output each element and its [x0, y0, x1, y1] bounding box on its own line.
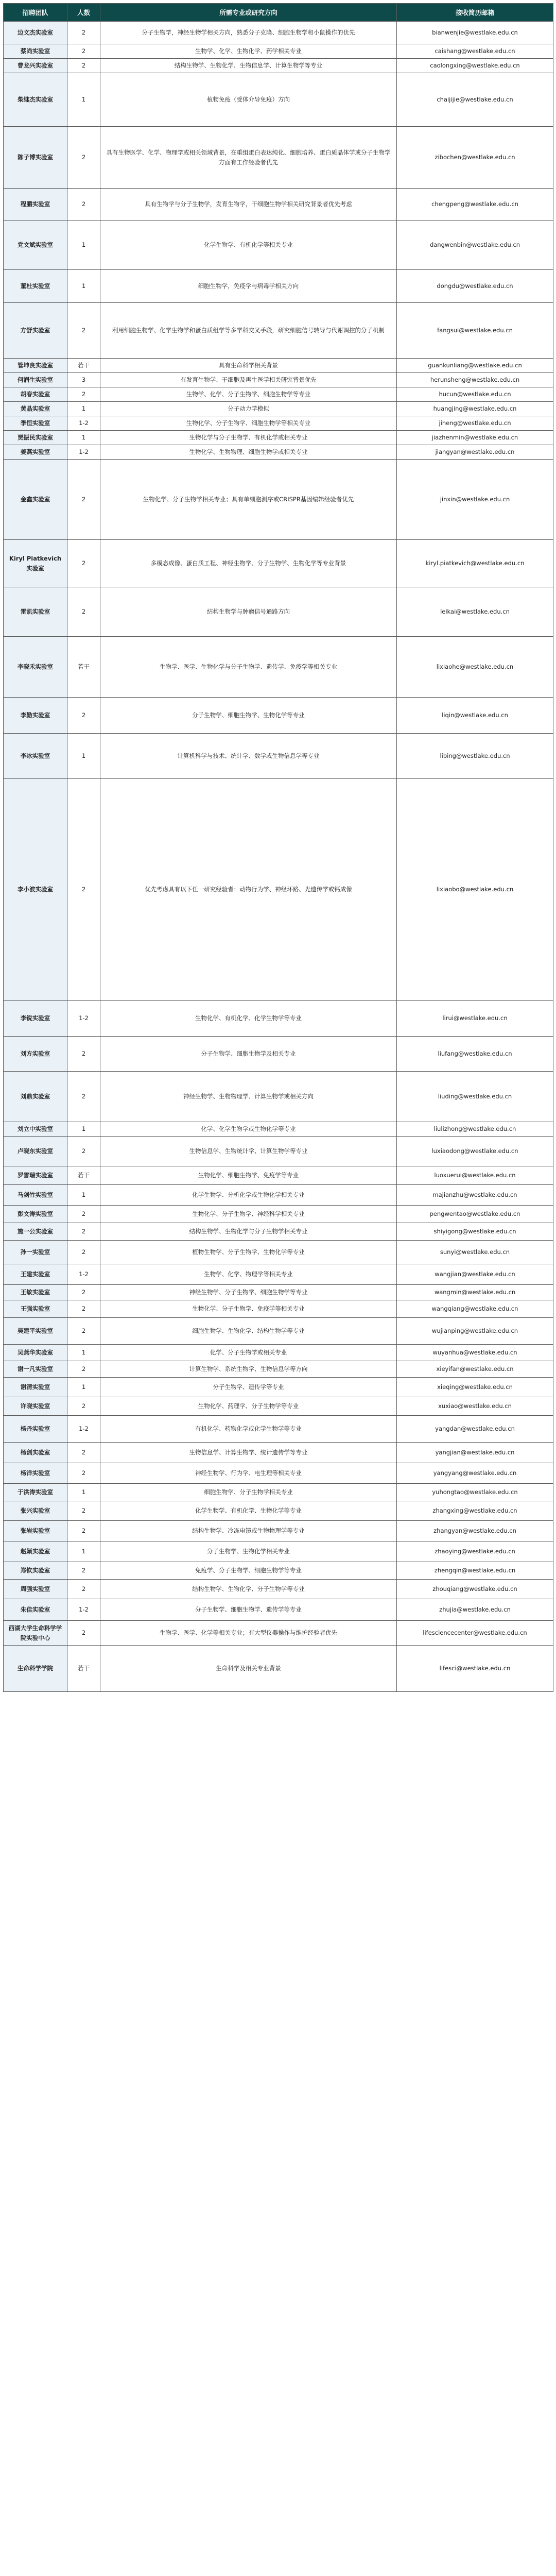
requirement-text: 植物生物学、分子生物学、生物化学等专业 [100, 1241, 397, 1264]
headcount: 1-2 [67, 1264, 100, 1285]
headcount: 1-2 [67, 1416, 100, 1443]
table-row [4, 1001, 553, 1037]
headcount: 若干 [67, 359, 100, 373]
email-address[interactable]: yangyang@westlake.edu.cn [397, 1463, 553, 1484]
table-row [4, 402, 553, 416]
headcount: 2 [67, 303, 100, 359]
headcount: 2 [67, 1501, 100, 1521]
email-address[interactable]: xieyifan@westlake.edu.cn [397, 1361, 553, 1378]
table-row [4, 698, 553, 734]
requirement-text: 分子生物学、细胞生物学、遗传学等专业 [100, 1599, 397, 1621]
requirement-text: 分子生物学、生物化学相关专业 [100, 1541, 397, 1562]
lab-name: Kiryl Piatkevich实验室 [4, 540, 67, 587]
requirement-text: 分子生物学，神经生物学相关方向，熟悉分子克隆、细胞生物学和小鼠操作的优先 [100, 22, 397, 44]
table-row [4, 1562, 553, 1580]
table-row [4, 73, 553, 127]
requirement-text: 生物化学、分子生物学、细胞生物学等相关专业 [100, 416, 397, 431]
requirement-text: 生物化学、生物物理、细胞生物学或相关专业 [100, 445, 397, 460]
headcount: 2 [67, 1521, 100, 1541]
email-address[interactable]: caolongxing@westlake.edu.cn [397, 59, 553, 73]
headcount: 若干 [67, 1166, 100, 1185]
headcount: 2 [67, 59, 100, 73]
headcount: 2 [67, 540, 100, 587]
email-address[interactable]: lifesci@westlake.edu.cn [397, 1646, 553, 1692]
table-row [4, 1072, 553, 1122]
lab-name: 金鑫实验室 [4, 460, 67, 540]
email-address[interactable]: dongdu@westlake.edu.cn [397, 270, 553, 303]
requirement-text: 结构生物学、生物化学与分子生物学相关专业 [100, 1223, 397, 1241]
table-row [4, 1484, 553, 1501]
lab-name: 李晓禾实验室 [4, 637, 67, 698]
lab-name: 卢晓东实验室 [4, 1137, 67, 1166]
requirement-text: 生物学、化学、生物化学、药学相关专业 [100, 44, 397, 59]
requirement-text: 生物学、医学、化学等相关专业；有大型仪器操作与维护经验者优先 [100, 1621, 397, 1646]
requirement-text: 化学生物学、有机化学等相关专业 [100, 221, 397, 270]
email-address[interactable]: chengpeng@westlake.edu.cn [397, 189, 553, 221]
table-row [4, 1241, 553, 1264]
table-row [4, 1264, 553, 1285]
email-address[interactable]: liuding@westlake.edu.cn [397, 1072, 553, 1122]
headcount: 1-2 [67, 416, 100, 431]
headcount: 1 [67, 734, 100, 779]
email-address[interactable]: pengwentao@westlake.edu.cn [397, 1206, 553, 1223]
email-address[interactable]: yuhongtao@westlake.edu.cn [397, 1484, 553, 1501]
email-address[interactable]: luoxuerui@westlake.edu.cn [397, 1166, 553, 1185]
email-address[interactable]: dangwenbin@westlake.edu.cn [397, 221, 553, 270]
header-email: 接收简历邮箱 [397, 4, 553, 22]
headcount: 2 [67, 1397, 100, 1416]
headcount: 2 [67, 1037, 100, 1072]
headcount: 2 [67, 22, 100, 44]
lab-name: 党文斌实验室 [4, 221, 67, 270]
requirement-text: 生物化学、药理学、分子生物学等专业 [100, 1397, 397, 1416]
email-address[interactable]: libing@westlake.edu.cn [397, 734, 553, 779]
headcount: 1 [67, 1484, 100, 1501]
requirement-text: 具有生物学与分子生物学，发育生物学，干细胞生物学相关研究背景者优先考虑 [100, 189, 397, 221]
table-row [4, 1443, 553, 1463]
headcount: 1 [67, 1541, 100, 1562]
lab-name: 许晓实验室 [4, 1397, 67, 1416]
table-row [4, 1285, 553, 1300]
email-address[interactable]: caishang@westlake.edu.cn [397, 44, 553, 59]
requirement-text: 生物学、医学、生物化学与分子生物学、遗传学、免疫学等相关专业 [100, 637, 397, 698]
email-address[interactable]: jiangyan@westlake.edu.cn [397, 445, 553, 460]
headcount: 2 [67, 1206, 100, 1223]
lab-name: 刘鼎实验室 [4, 1072, 67, 1122]
requirement-text: 利用细胞生物学、化学生物学和蛋白质组学等多学科交叉手段，研究细胞信号转导与代谢调控的分子机制 [100, 303, 397, 359]
table-row [4, 1223, 553, 1241]
email-address[interactable]: liufang@westlake.edu.cn [397, 1037, 553, 1072]
headcount: 2 [67, 1621, 100, 1646]
lab-name: 张兴实验室 [4, 1501, 67, 1521]
email-address[interactable]: chaijijie@westlake.edu.cn [397, 73, 553, 127]
headcount: 1-2 [67, 445, 100, 460]
lab-name: 管坤良实验室 [4, 359, 67, 373]
email-address[interactable]: wuyanhua@westlake.edu.cn [397, 1345, 553, 1361]
requirement-text: 结构生物学、冷冻电镜或生物物理学等专业 [100, 1521, 397, 1541]
lab-name: 贾振民实验室 [4, 431, 67, 445]
table-row [4, 1137, 553, 1166]
lab-name: 于洪涛实验室 [4, 1484, 67, 1501]
requirement-text: 生物化学与分子生物学、有机化学或相关专业 [100, 431, 397, 445]
table-row [4, 734, 553, 779]
requirement-text: 结构生物学、生物化学、生物信息学、计算生物学等专业 [100, 59, 397, 73]
requirement-text: 生物化学、有机化学、化学生物学等专业 [100, 1001, 397, 1037]
email-address[interactable]: guankunliang@westlake.edu.cn [397, 359, 553, 373]
lab-name: 谢清实验室 [4, 1378, 67, 1397]
table-row [4, 44, 553, 59]
requirement-text: 神经生物学、生物物理学、计算生物学或相关方向 [100, 1072, 397, 1122]
email-address[interactable]: yangdan@westlake.edu.cn [397, 1416, 553, 1443]
lab-name: 胡春实验室 [4, 387, 67, 402]
requirement-text: 计算生物学、系统生物学、生物信息学等方向 [100, 1361, 397, 1378]
headcount: 2 [67, 779, 100, 1001]
lab-name: 陈子博实验室 [4, 127, 67, 189]
headcount: 1 [67, 1345, 100, 1361]
table-row [4, 540, 553, 587]
header-row [4, 4, 553, 22]
headcount: 2 [67, 1318, 100, 1345]
headcount: 2 [67, 1137, 100, 1166]
lab-name: 方舒实验室 [4, 303, 67, 359]
lab-name: 季恒实验室 [4, 416, 67, 431]
lab-name: 罗雪瑞实验室 [4, 1166, 67, 1185]
lab-name: 马剑竹实验室 [4, 1185, 67, 1206]
table-row [4, 1318, 553, 1345]
table-row [4, 387, 553, 402]
lab-name: 彭文涛实验室 [4, 1206, 67, 1223]
lab-name: 吴燕华实验室 [4, 1345, 67, 1361]
table-row [4, 1521, 553, 1541]
email-address[interactable]: xieqing@westlake.edu.cn [397, 1378, 553, 1397]
email-address[interactable]: bianwenjie@westlake.edu.cn [397, 22, 553, 44]
table-row [4, 189, 553, 221]
requirement-text: 化学生物学、有机化学、生物化学等专业 [100, 1501, 397, 1521]
table-row [4, 1463, 553, 1484]
table-row [4, 1397, 553, 1416]
lab-name: 谢一凡实验室 [4, 1361, 67, 1378]
table-row [4, 127, 553, 189]
headcount: 若干 [67, 1646, 100, 1692]
email-address[interactable]: majianzhu@westlake.edu.cn [397, 1185, 553, 1206]
email-address[interactable]: jiazhenmin@westlake.edu.cn [397, 431, 553, 445]
requirement-text: 生物学、化学、物理学等相关专业 [100, 1264, 397, 1285]
recruitment-table [3, 3, 553, 1692]
headcount: 1 [67, 402, 100, 416]
lab-name: 王建实验室 [4, 1264, 67, 1285]
requirement-text: 细胞生物学、分子生物学相关专业 [100, 1484, 397, 1501]
email-address[interactable]: wangjian@westlake.edu.cn [397, 1264, 553, 1285]
requirement-text: 免疫学、分子生物学、细胞生物学等专业 [100, 1562, 397, 1580]
lab-name: 赵颖实验室 [4, 1541, 67, 1562]
email-address[interactable]: lifesciencecenter@westlake.edu.cn [397, 1621, 553, 1646]
requirement-text: 生物化学、分子生物学、免疫学等相关专业 [100, 1300, 397, 1318]
table-row [4, 1185, 553, 1206]
table-row [4, 1501, 553, 1521]
lab-name: 杨丹实验室 [4, 1416, 67, 1443]
requirement-text: 优先考虑具有以下任一研究经验者：动物行为学、神经环路、光遗传学或钙成像 [100, 779, 397, 1001]
requirement-text: 分子生物学、细胞生物学及相关专业 [100, 1037, 397, 1072]
table-row [4, 587, 553, 637]
email-address[interactable]: shiyigong@westlake.edu.cn [397, 1223, 553, 1241]
headcount: 2 [67, 1241, 100, 1264]
headcount: 2 [67, 1361, 100, 1378]
requirement-text: 化学生物学、分析化学或生物化学相关专业 [100, 1185, 397, 1206]
headcount: 1 [67, 221, 100, 270]
requirement-text: 结构生物学与肿瘤信号通路方向 [100, 587, 397, 637]
lab-name: 杨剑实验室 [4, 1443, 67, 1463]
headcount: 1 [67, 431, 100, 445]
requirement-text: 有机化学、药物化学或化学生物学等专业 [100, 1416, 397, 1443]
lab-name: 王敏实验室 [4, 1285, 67, 1300]
headcount: 若干 [67, 637, 100, 698]
lab-name: 李锐实验室 [4, 1001, 67, 1037]
headcount: 2 [67, 1443, 100, 1463]
lab-name: 程鹏实验室 [4, 189, 67, 221]
lab-name: 边文杰实验室 [4, 22, 67, 44]
requirement-text: 分子动力学模拟 [100, 402, 397, 416]
headcount: 2 [67, 189, 100, 221]
requirement-text: 化学、化学生物学或生物化学等专业 [100, 1122, 397, 1137]
requirement-text: 生物信息学、生物统计学、计算生物学等专业 [100, 1137, 397, 1166]
email-address[interactable]: zibochen@westlake.edu.cn [397, 127, 553, 189]
table-row [4, 59, 553, 73]
requirement-text: 细胞生物学、生物化学、结构生物学等专业 [100, 1318, 397, 1345]
requirement-text: 化学、分子生物学或相关专业 [100, 1345, 397, 1361]
table-row [4, 1166, 553, 1185]
email-address[interactable]: jiheng@westlake.edu.cn [397, 416, 553, 431]
table-row [4, 431, 553, 445]
table-row [4, 1580, 553, 1599]
lab-name: 吴建平实验室 [4, 1318, 67, 1345]
lab-name: 生命科学学院 [4, 1646, 67, 1692]
email-address[interactable]: leikai@westlake.edu.cn [397, 587, 553, 637]
lab-name: 李小波实验室 [4, 779, 67, 1001]
requirement-text: 神经生物学、分子生物学、细胞生物学等专业 [100, 1285, 397, 1300]
email-address[interactable]: sunyi@westlake.edu.cn [397, 1241, 553, 1264]
table-row [4, 1378, 553, 1397]
email-address[interactable]: wujianping@westlake.edu.cn [397, 1318, 553, 1345]
requirement-text: 生物化学、分子生物学相关专业；具有单细胞测序或CRISPR基因编辑经验者优先 [100, 460, 397, 540]
headcount: 2 [67, 1300, 100, 1318]
requirement-text: 计算机科学与技术、统计学、数学或生物信息学等专业 [100, 734, 397, 779]
lab-name: 杨洋实验室 [4, 1463, 67, 1484]
email-address[interactable]: luxiaodong@westlake.edu.cn [397, 1137, 553, 1166]
email-address[interactable]: kiryl.piatkevich@westlake.edu.cn [397, 540, 553, 587]
headcount: 2 [67, 587, 100, 637]
table-row [4, 1122, 553, 1137]
lab-name: 刘立中实验室 [4, 1122, 67, 1137]
header-count: 人数 [67, 4, 100, 22]
lab-name: 李勤实验室 [4, 698, 67, 734]
requirement-text: 结构生物学、生物化学、分子生物学等专业 [100, 1580, 397, 1599]
headcount: 1 [67, 1185, 100, 1206]
requirement-text: 生物信息学、计算生物学、统计遗传学等专业 [100, 1443, 397, 1463]
email-address[interactable]: lixiaohe@westlake.edu.cn [397, 637, 553, 698]
table-row [4, 1037, 553, 1072]
table-row [4, 637, 553, 698]
headcount: 1 [67, 1122, 100, 1137]
lab-name: 郑钦实验室 [4, 1562, 67, 1580]
email-address[interactable]: jinxin@westlake.edu.cn [397, 460, 553, 540]
table-row [4, 221, 553, 270]
headcount: 3 [67, 373, 100, 387]
table-row [4, 445, 553, 460]
headcount: 2 [67, 1463, 100, 1484]
table-row [4, 1361, 553, 1378]
email-address[interactable]: lixiaobo@westlake.edu.cn [397, 779, 553, 1001]
email-address[interactable]: herunsheng@westlake.edu.cn [397, 373, 553, 387]
email-address[interactable]: zhaoying@westlake.edu.cn [397, 1541, 553, 1562]
lab-name: 施一公实验室 [4, 1223, 67, 1241]
lab-name: 刘方实验室 [4, 1037, 67, 1072]
table-body [4, 22, 553, 1692]
table-row [4, 779, 553, 1001]
headcount: 2 [67, 1072, 100, 1122]
table-row [4, 270, 553, 303]
table-row [4, 1345, 553, 1361]
headcount: 2 [67, 44, 100, 59]
lab-name: 张岩实验室 [4, 1521, 67, 1541]
email-address[interactable]: yangjian@westlake.edu.cn [397, 1443, 553, 1463]
requirement-text: 细胞生物学，免疫学与病毒学相关方向 [100, 270, 397, 303]
requirement-text: 生物化学、分子生物学、神经科学相关专业 [100, 1206, 397, 1223]
email-address[interactable]: zhangyan@westlake.edu.cn [397, 1521, 553, 1541]
lab-name: 孙一实验室 [4, 1241, 67, 1264]
lab-name: 黄晶实验室 [4, 402, 67, 416]
headcount: 2 [67, 1580, 100, 1599]
requirement-text: 分子生物学、遗传学等专业 [100, 1378, 397, 1397]
requirement-text: 多模态成像、蛋白质工程、神经生物学、分子生物学、生物化学等专业背景 [100, 540, 397, 587]
headcount: 1-2 [67, 1001, 100, 1037]
table-row [4, 1646, 553, 1692]
headcount: 1 [67, 270, 100, 303]
headcount: 1 [67, 73, 100, 127]
requirement-text: 分子生物学、细胞生物学、生物化学等专业 [100, 698, 397, 734]
table-row [4, 1621, 553, 1646]
headcount: 2 [67, 1285, 100, 1300]
email-address[interactable]: hucun@westlake.edu.cn [397, 387, 553, 402]
lab-name: 董杜实验室 [4, 270, 67, 303]
table-row [4, 1541, 553, 1562]
table-row [4, 460, 553, 540]
email-address[interactable]: liqin@westlake.edu.cn [397, 698, 553, 734]
table-row [4, 359, 553, 373]
email-address[interactable]: lirui@westlake.edu.cn [397, 1001, 553, 1037]
lab-name: 王强实验室 [4, 1300, 67, 1318]
requirement-text: 生命科学及相关专业背景 [100, 1646, 397, 1692]
email-address[interactable]: wangmin@westlake.edu.cn [397, 1285, 553, 1300]
requirement-text: 具有生命科学相关背景 [100, 359, 397, 373]
email-address[interactable]: fangsui@westlake.edu.cn [397, 303, 553, 359]
requirement-text: 有发育生物学、干细胞及再生医学相关研究背景优先 [100, 373, 397, 387]
header-team: 招聘团队 [4, 4, 67, 22]
table-row [4, 1206, 553, 1223]
lab-name: 朱佳实验室 [4, 1599, 67, 1621]
lab-name: 柴继杰实验室 [4, 73, 67, 127]
requirement-text: 具有生物医学、化学、物理学或相关领域背景，在重组蛋白表达纯化、细胞培养、蛋白质晶体学或分子生物学方面有工作经验者优先 [100, 127, 397, 189]
table-row [4, 1599, 553, 1621]
lab-name: 李冰实验室 [4, 734, 67, 779]
headcount: 2 [67, 1562, 100, 1580]
email-address[interactable]: zhouqiang@westlake.edu.cn [397, 1580, 553, 1599]
headcount: 1-2 [67, 1599, 100, 1621]
lab-name: 蔡尚实验室 [4, 44, 67, 59]
email-address[interactable]: liulizhong@westlake.edu.cn [397, 1122, 553, 1137]
lab-name: 雷凯实验室 [4, 587, 67, 637]
table-row [4, 1300, 553, 1318]
requirement-text: 植物免疫（受体介导免疫）方向 [100, 73, 397, 127]
header-requirement: 所需专业或研究方向 [100, 4, 397, 22]
table-row [4, 303, 553, 359]
lab-name: 姜燕实验室 [4, 445, 67, 460]
email-address[interactable]: zhangxing@westlake.edu.cn [397, 1501, 553, 1521]
headcount: 2 [67, 127, 100, 189]
requirement-text: 生物化学、细胞生物学、免疫学等专业 [100, 1166, 397, 1185]
requirement-text: 生物学、化学、分子生物学、细胞生物学等专业 [100, 387, 397, 402]
lab-name: 何润生实验室 [4, 373, 67, 387]
lab-name: 曹龙兴实验室 [4, 59, 67, 73]
headcount: 2 [67, 1223, 100, 1241]
headcount: 2 [67, 387, 100, 402]
email-address[interactable]: huangjing@westlake.edu.cn [397, 402, 553, 416]
email-address[interactable]: wangqiang@westlake.edu.cn [397, 1300, 553, 1318]
email-address[interactable]: zhujia@westlake.edu.cn [397, 1599, 553, 1621]
lab-name: 周强实验室 [4, 1580, 67, 1599]
headcount: 1 [67, 1378, 100, 1397]
headcount: 2 [67, 698, 100, 734]
lab-name: 西湖大学生命科学学院实验中心 [4, 1621, 67, 1646]
table-row [4, 1416, 553, 1443]
email-address[interactable]: zhengqin@westlake.edu.cn [397, 1562, 553, 1580]
headcount: 2 [67, 460, 100, 540]
table-row [4, 373, 553, 387]
requirement-text: 神经生物学、行为学、电生理等相关专业 [100, 1463, 397, 1484]
table-row [4, 416, 553, 431]
email-address[interactable]: xuxiao@westlake.edu.cn [397, 1397, 553, 1416]
table-row [4, 22, 553, 44]
